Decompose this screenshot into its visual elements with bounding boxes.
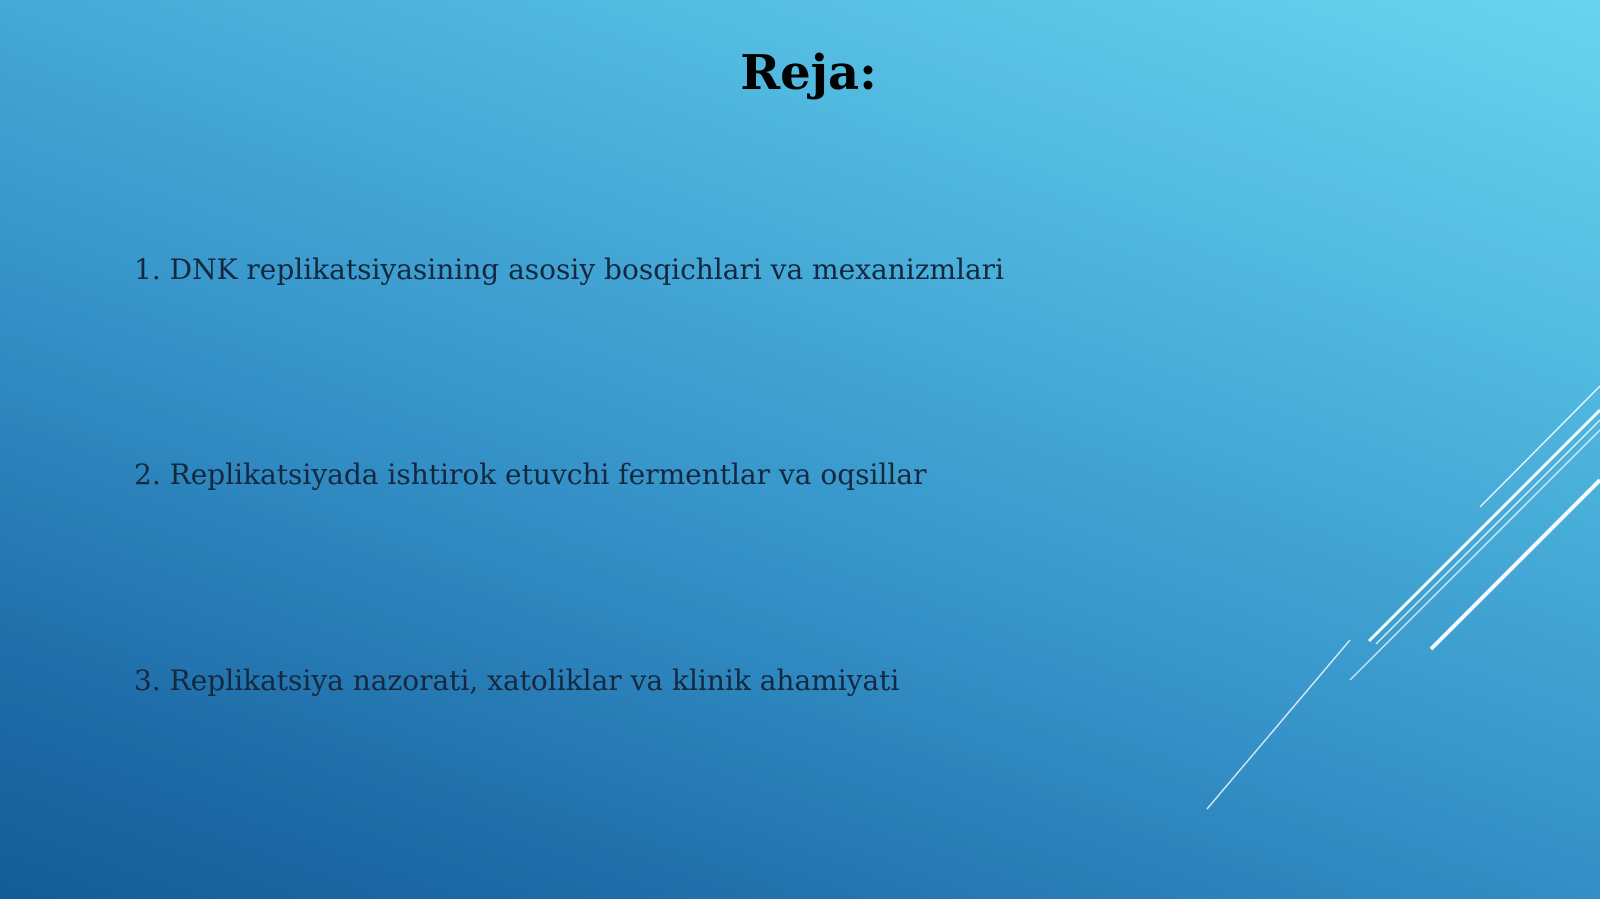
decorative-line [1207,640,1350,809]
decorative-line [1480,386,1600,507]
decorative-line [1376,420,1600,644]
slide-title: Reja: [740,45,877,101]
decorative-line [1369,410,1600,641]
plan-item-3: 3. Replikatsiya nazorati, xatoliklar va klinik ahamiyati [134,664,900,697]
decorative-line [1350,430,1600,680]
plan-item-1: 1. DNK replikatsiyasining asosiy bosqichlari va mexanizmlari [134,253,1004,286]
plan-item-2: 2. Replikatsiyada ishtirok etuvchi fermentlar va oqsillar [134,458,927,491]
decorative-line [1431,480,1600,649]
